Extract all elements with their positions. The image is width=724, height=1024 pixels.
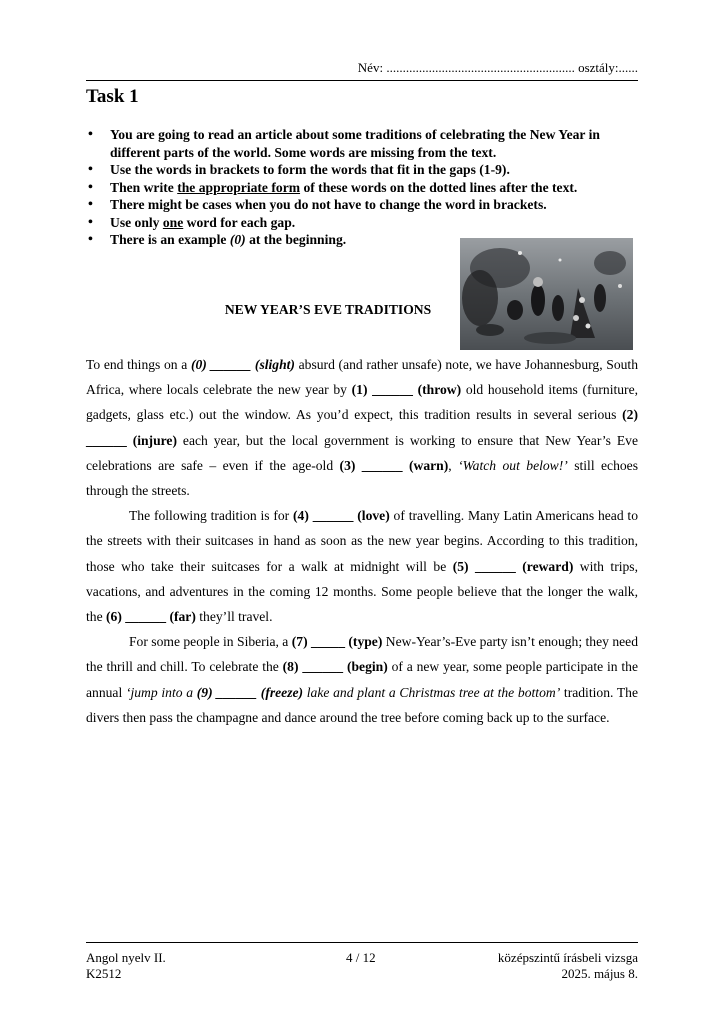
article-title: NEW YEAR’S EVE TRADITIONS	[224, 302, 432, 317]
name-dots: ..........................................................	[386, 60, 575, 75]
name-label: Név:	[357, 60, 384, 75]
footer-date: 2025. május 8.	[561, 966, 638, 981]
header-divider	[86, 80, 638, 81]
gap-3: (3) ______ (warn)	[339, 457, 449, 473]
instruction-item: • Then write the appropriate form of these words on the dotted lines after the text.	[86, 179, 646, 197]
instruction-item: • Use only one word for each gap.	[86, 214, 646, 232]
quote: ‘Watch out below!’	[458, 457, 568, 473]
underlined-phrase: the appropriate form	[177, 179, 301, 195]
gap-8: (8) ______ (begin)	[282, 659, 388, 675]
article-paragraph-3: For some people in Siberia, a (7) _____ (type) New-Year’s-Eve party isn’t enough; they need the thrill and chill. To celebrate the (8) ______ (begin) of a new year, some people participate in the annual ‘jump into a (9) ______ (freeze) lake and plant a Christmas tree at the bottom’ tradition. The divers then pass the champagne and dance around the tree before coming back up to the surface.	[86, 634, 638, 725]
article-paragraph-1: To end things on a (0) ______ (slight) absurd (and rather unsafe) note, we have Johannesburg, South Africa, where locals celebrate the new year by (1) ______ (throw) old household items (furniture, gadgets, glass etc.) out the window. As you’d expect, this tradition results in several serious (2) ______ (injure) each year, but the local government is working to ensure that New Year’s Eve celebrations are safe – even if the age-old (3) ______ (warn), ‘Watch out below!’ still echoes through the streets.	[86, 357, 638, 499]
gap-2: (2) ______ (injure)	[86, 407, 638, 448]
gap-0-example: (0) ______ (slight)	[190, 357, 295, 372]
footer-subject: Angol nyelv II.	[86, 950, 166, 965]
task-title: Task 1	[86, 86, 139, 107]
instruction-list	[86, 126, 646, 249]
footer-code: K2512	[86, 966, 122, 981]
footer-left	[86, 950, 166, 982]
article-body	[86, 352, 638, 730]
gap-9: (9) ______ (freeze)	[196, 684, 304, 700]
footer-exam: középszintű írásbeli vizsga	[497, 950, 638, 965]
gap-5: (5) ______ (reward)	[452, 558, 574, 574]
gap-7: (7) _____ (type)	[291, 634, 383, 650]
instruction-item: • There is an example (0) at the beginning.	[86, 231, 646, 249]
gap-4: (4) ______ (love)	[293, 508, 390, 524]
footer-divider	[86, 942, 638, 943]
article-paragraph-2: The following tradition is for (4) ______ (love) of travelling. Many Latin Americans head to the streets with their suitcases in hand as soon as the new year begins. According to this tradition, those who take their suitcases for a walk at midnight will be (5) ______ (reward) with trips, vacations, and adventures in the coming 12 months. Some people believe that the longer the walk, the (6) ______ (far) they’ll travel.	[86, 508, 639, 625]
example-marker: (0)	[229, 232, 246, 247]
instruction-item: • There might be cases when you do not have to change the word in brackets.	[86, 196, 646, 214]
underlined-word: one	[162, 214, 184, 230]
footer-right	[438, 950, 638, 982]
gap-6: (6) ______ (far)	[106, 609, 196, 625]
page-number: 4 / 12	[346, 950, 376, 965]
underwater-divers-photo	[460, 238, 633, 350]
class-label: osztály:......	[578, 60, 638, 75]
header-name-class-line	[86, 60, 638, 76]
instruction-item: • Use the words in brackets to form the words that fit in the gaps (1-9).	[86, 161, 646, 179]
instruction-item: • You are going to read an article about some traditions of celebrating the New Year in different parts of the world. Some words are missing from the text.	[86, 126, 646, 161]
gap-1: (1) ______ (throw)	[351, 382, 462, 398]
